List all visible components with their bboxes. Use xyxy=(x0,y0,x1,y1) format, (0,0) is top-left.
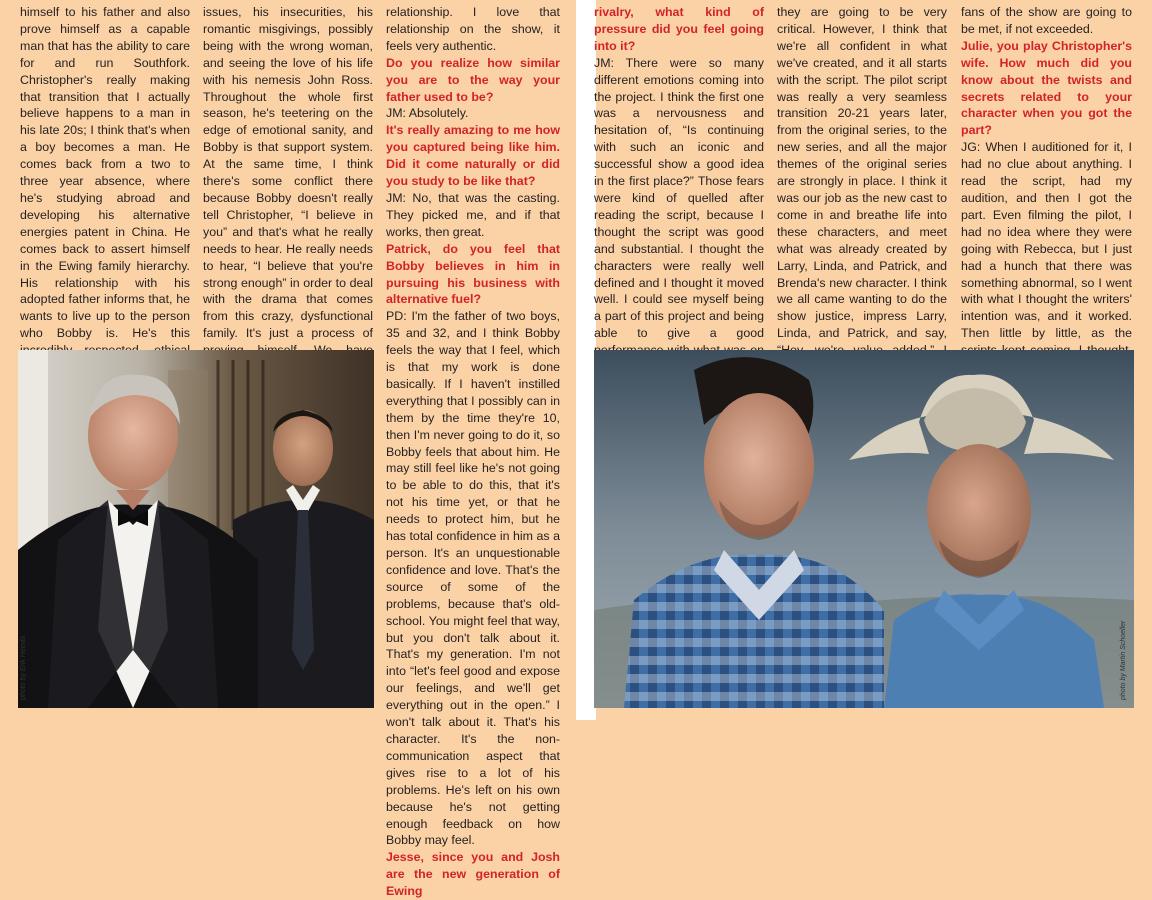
page-gutter xyxy=(576,0,596,720)
photo-illustration xyxy=(18,350,374,708)
question-heading: Jesse, since you and Josh are the new generation of Ewing xyxy=(386,850,560,899)
paragraph: issues, his insecurities, his romantic misgivings, possibly being with the wrong woman, and seeing the love of his life with his nemesis John Ross. Throughout the whole first season, he's teetering on the edge of emotional sanity, and Bobby is that support system. At the same time, I think there's some conflict there because Bobby doesn't really tell Christopher, “I believe in you” and that's what he really needs to hear. He really needs to hear, “I believe that you're strong enough” in order to deal with the drama that comes from this crazy, dysfunctional family. It's just a process of xyxy=(203,5,373,341)
photo-credit-right: photo by Martin Schoeller xyxy=(1120,620,1127,700)
question-heading: It's really amazing to me how you captured being like him. Did it come naturally or did you study to be like that? xyxy=(386,123,560,189)
answer-paragraph: JG: When I auditioned for it, I had no clue about anything. I read the script, had my audition, and then I got the part. Even filming the pilot, I had no idea where they were going with Rebecca, but I just had a hunch that there was something abnormal, so I went with what I thought the writers' intention was, and it worked. Then little by little, as the xyxy=(961,140,1132,341)
answer-paragraph: relationship. I love that relationship on the show, it feels very authentic. xyxy=(386,5,560,53)
paragraph: himself to his father and also prove himself as a capable man that has the ability to care for and run Southfork. Christopher's really making that transition that I actually believe happens to a man in his late 20s; I think that's when a boy becomes a man. He comes back from a two to three year absence, where he's studying abroad and developing his alternative energies patent in China. He comes back to assert himself in the Ewing family hierarchy. His relationship with his adopted father informs that, he wants to live up to the person who Bobby is. He's this xyxy=(20,5,190,341)
answer-paragraph: JM: Absolutely. xyxy=(386,106,469,121)
photo-illustration xyxy=(594,350,1134,708)
answer-paragraph: JM: No, that was the casting. They picked me, and if that works, then great. xyxy=(386,190,560,239)
text-column-3 xyxy=(386,4,560,900)
photo-credit-left: photo by Erik Heinila xyxy=(20,635,27,700)
question-heading: rivalry, what kind of pressure did you feel going into it? xyxy=(594,5,764,53)
question-heading: Patrick, do you feel that Bobby believes in him in pursuing his business with alternative fuel? xyxy=(386,241,560,307)
answer-paragraph: fans of the show are going to be met, if not exceeded. xyxy=(961,5,1132,36)
question-heading: Julie, you play Christopher's wife. How much did you know about the twists and secrets related to your character when you got the part? xyxy=(961,38,1132,138)
answer-paragraph: PD: I'm the father of two boys, 35 and 32, and I think Bobby feels the way that I feel, which is that my work is done basically. If I haven't instilled everything that I possibly can in them by the time they're 10, then I'm never going to do it, so Bobby feels that about him. He may still feel like he's not going to be able to do this, that it's not his time yet, or that he needs to protect him, but he has total confidence in him as a person. It's an unquestionable confidence and love. That's the source of some of the problems, because that's old-school. You might feel that way, but you don't talk about it. That's my generation. I'm not into “let's feel good and expose our feelings, and we'll get everything out in the open.” I won't talk about it. That's his character. It's the non-communication aspect that gives rise to a lot of his problems. He's left on his own because he's not getting enough feedback on how Bobby may feel. xyxy=(386,309,560,848)
answer-paragraph: JM: There were so many different emotions coming into the project. I think the first one was a nervousness and hesitation of, “Is continuing with such an iconic and successful show a good idea in the first place?” Those fears were kind of quelled after reading the script, because I thought the script was good and substantial. I thought the characters were really well defined and I thought it moved well. I could see myself being a part of this project and being able to give a good xyxy=(594,55,764,341)
paragraph: they are going to be very critical. However, I think that we're all confident in what we've created, and it all starts with the script. The pilot script was really a very seamless transition 20-21 years later, from the original series, to the new series, and all the major themes of the original series are strongly in place. I think it was our job as the new cast to come in and breathe life into these characters, and meet what was already created by Larry, Linda, and Patrick, and Brenda's new character. I think we all came wanting to do the show justice, impress Larry, Linda, and Patrick, and say, xyxy=(777,5,947,341)
photo-formal-scene xyxy=(18,350,374,708)
question-heading: Do you realize how similar you are to the way your father used to be? xyxy=(386,55,560,104)
photo-sky-portrait xyxy=(594,350,1134,708)
